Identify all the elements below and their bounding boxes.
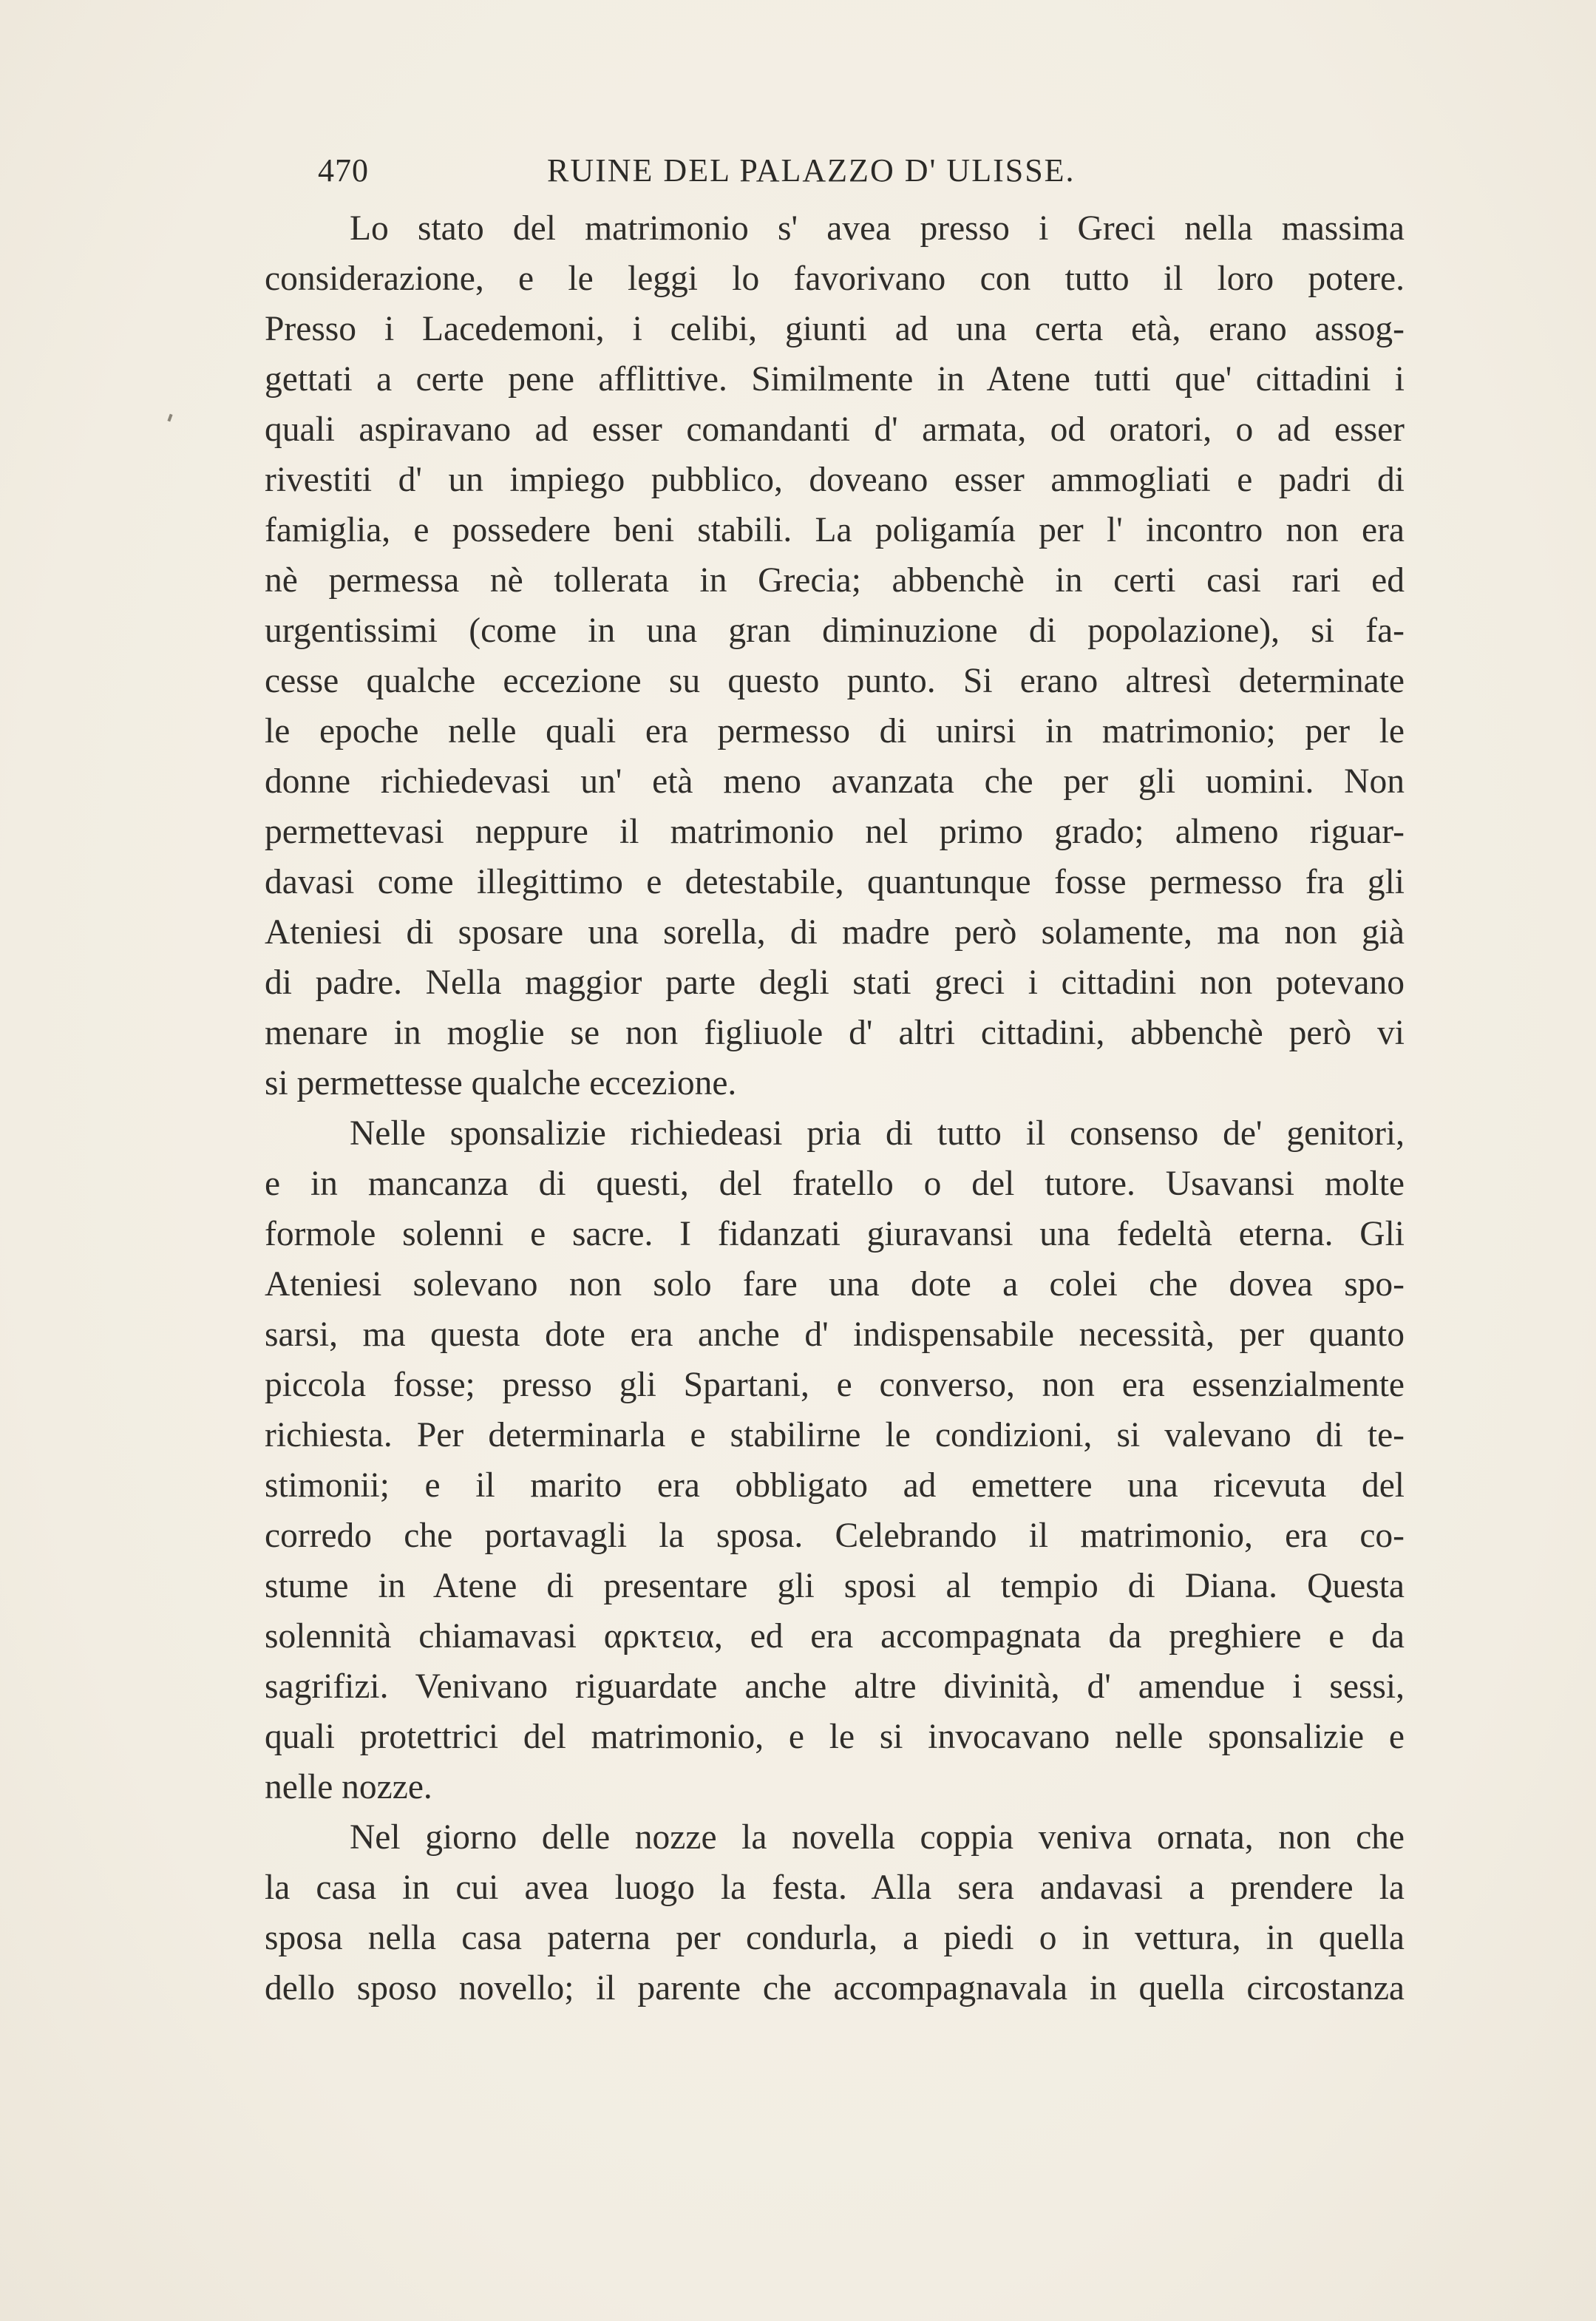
text-line: formole solenni e sacre. I fidanzati giuravansi una fedeltà eterna. Gli xyxy=(265,1215,1405,1253)
text-line: corredo che portavagli la sposa. Celebrando il matrimonio, era co- xyxy=(265,1517,1405,1555)
text-line: cesse qualche eccezione su questo punto. Si erano altresì determinate xyxy=(265,662,1405,700)
text-line: quali aspiravano ad esser comandanti d' armata, od oratori, o ad esser xyxy=(265,410,1405,449)
text-line: dello sposo novello; il parente che accompagnavala in quella circostanza xyxy=(265,1969,1405,2007)
text-line: donne richiedevasi un' età meno avanzata che per gli uomini. Non xyxy=(265,762,1405,801)
body-text xyxy=(265,203,1405,2013)
text-line: Ateniesi di sposare una sorella, di madre però solamente, ma non già xyxy=(265,913,1405,952)
text-line: considerazione, e le leggi lo favorivano con tutto il loro potere. xyxy=(265,260,1405,298)
text-line: di padre. Nella maggior parte degli stati greci i cittadini non potevano xyxy=(265,963,1405,1002)
text-line: Nel giorno delle nozze la novella coppia veniva ornata, non che xyxy=(350,1818,1405,1857)
text-line: Nelle sponsalizie richiedeasi pria di tutto il consenso de' genitori, xyxy=(350,1114,1405,1153)
text-line: davasi come illegittimo e detestabile, quantunque fosse permesso fra gli xyxy=(265,863,1405,901)
text-line: rivestiti d' un impiego pubblico, doveano esser ammogliati e padri di xyxy=(265,461,1405,499)
text-line: sagrifizi. Venivano riguardate anche altre divinità, d' amendue i sessi, xyxy=(265,1667,1405,1706)
page-number: 470 xyxy=(318,152,369,189)
text-line: permettevasi neppure il matrimonio nel primo grado; almeno riguar- xyxy=(265,813,1405,851)
running-title: RUINE DEL PALAZZO D' ULISSE. xyxy=(547,152,1076,189)
text-line: si permettesse qualche eccezione. xyxy=(265,1064,737,1102)
text-line: menare in moglie se non figliuole d' altri cittadini, abbenchè però vi xyxy=(265,1014,1405,1052)
text-line: stume in Atene di presentare gli sposi al tempio di Diana. Questa xyxy=(265,1567,1405,1605)
text-line: le epoche nelle quali era permesso di unirsi in matrimonio; per le xyxy=(265,712,1405,750)
text-line: stimonii; e il marito era obbligato ad emettere una ricevuta del xyxy=(265,1466,1405,1505)
text-line: solennità chiamavasi αρκτεια, ed era accompagnata da preghiere e da xyxy=(265,1617,1405,1656)
text-line: urgentissimi (come in una gran diminuzione di popolazione), si fa- xyxy=(265,611,1405,650)
text-line: nè permessa nè tollerata in Grecia; abbenchè in certi casi rari ed xyxy=(265,561,1405,600)
text-line: nelle nozze. xyxy=(265,1768,432,1806)
text-line: Presso i Lacedemoni, i celibi, giunti ad una certa età, erano assog- xyxy=(265,310,1405,348)
text-line: richiesta. Per determinarla e stabilirne le condizioni, si valevano di te- xyxy=(265,1416,1405,1454)
ink-speck xyxy=(167,414,172,422)
text-line: sposa nella casa paterna per condurla, a piedi o in vettura, in quella xyxy=(265,1919,1405,1957)
text-line: piccola fosse; presso gli Spartani, e converso, non era essenzialmente xyxy=(265,1366,1405,1404)
text-line: famiglia, e possedere beni stabili. La poligamía per l' incontro non era xyxy=(265,511,1405,549)
text-line: Ateniesi solevano non solo fare una dote a colei che dovea spo- xyxy=(265,1265,1405,1304)
text-line: quali protettrici del matrimonio, e le si invocavano nelle sponsalizie e xyxy=(265,1718,1405,1756)
page-header xyxy=(318,152,1146,196)
text-line: Lo stato del matrimonio s' avea presso i Greci nella massima xyxy=(350,209,1405,248)
text-line: la casa in cui avea luogo la festa. Alla sera andavasi a prendere la xyxy=(265,1868,1405,1907)
text-line: gettati a certe pene afflittive. Similmente in Atene tutti que' cittadini i xyxy=(265,360,1405,399)
text-line: sarsi, ma questa dote era anche d' indispensabile necessità, per quanto xyxy=(265,1315,1405,1354)
text-line: e in mancanza di questi, del fratello o del tutore. Usavansi molte xyxy=(265,1165,1405,1203)
